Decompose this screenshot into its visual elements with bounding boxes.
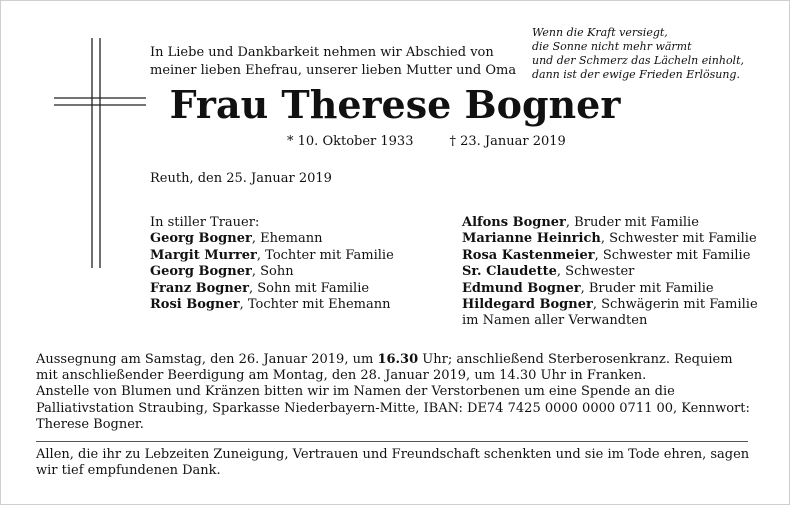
deceased-name: Frau Therese Bogner [169,82,621,127]
intro-line-1: In Liebe und Dankbarkeit nehmen wir Abschied von [150,45,494,60]
funeral-schedule: Aussegnung am Samstag, den 26. Januar 2019, um 16.30 Uhr; anschließend Sterberosenkranz. Requiem mit anschließender Beerdigung am Montag, den 28. Januar 2019, um 14.30 Uhr in Franken. [36,352,733,384]
mourner-entry: Alfons Bogner, Bruder mit Familie [462,215,699,230]
birth-date: * 10. Oktober 1933 [287,134,414,149]
mourner-entry: Georg Bogner, Ehemann [150,231,323,247]
intro-line-2: meiner lieben Ehefrau, unserer lieben Mutter und Oma [150,63,517,78]
mourners-left [150,215,450,313]
funeral-time: 16.30 [377,352,419,367]
poem-line: dann ist der ewige Frieden Erlösung. [532,68,740,81]
death-date: † 23. Januar 2019 [449,134,566,149]
funeral-info [36,352,756,433]
cross-icon [54,38,146,268]
intro-text [150,44,520,80]
mourner-entry: Margit Murrer, Tochter mit Familie [150,247,394,263]
mourner-entry: Sr. Claudette, Schwester [462,264,635,280]
poem-line: Wenn die Kraft versiegt, [532,26,668,39]
poem-line: die Sonne nicht mehr wärmt [532,40,692,53]
mourner-entry: Georg Bogner, Sohn [150,264,294,280]
mourner-entry: Rosa Kastenmeier, Schwester mit Familie [462,247,751,263]
mourners-right [462,215,782,330]
mourner-entry: im Namen aller Verwandten [462,313,648,329]
mourner-entry: In stiller Trauer: [150,215,260,230]
mourner-entry: Franz Bogner, Sohn mit Familie [150,280,370,296]
mourner-entry: Edmund Bogner, Bruder mit Familie [462,280,714,296]
divider [36,441,748,442]
donation-request: Anstelle von Blumen und Kränzen bitten wir im Namen der Verstorbenen um eine Spende an die Palliativstation Straubing, Sparkasse Niederbayern-Mitte, IBAN: DE74 7425 0000 0000 0711 00, Kennwort: Therese Bogner. [36,384,750,432]
mourner-entry: Marianne Heinrich, Schwester mit Familie [462,231,757,247]
life-dates [287,134,566,150]
thanks-text: Allen, die ihr zu Lebzeiten Zuneigung, Vertrauen und Freundschaft schenkten und sie im Tode ehren, sagen wir tief empfundenen Dank. [36,447,750,479]
mourner-entry: Hildegard Bogner, Schwägerin mit Familie [462,297,758,313]
place-date: Reuth, den 25. Januar 2019 [150,171,332,186]
poem-line: und der Schmerz das Lächeln einholt, [532,54,744,67]
mourner-entry: Rosi Bogner, Tochter mit Ehemann [150,297,391,313]
poem [532,26,772,82]
